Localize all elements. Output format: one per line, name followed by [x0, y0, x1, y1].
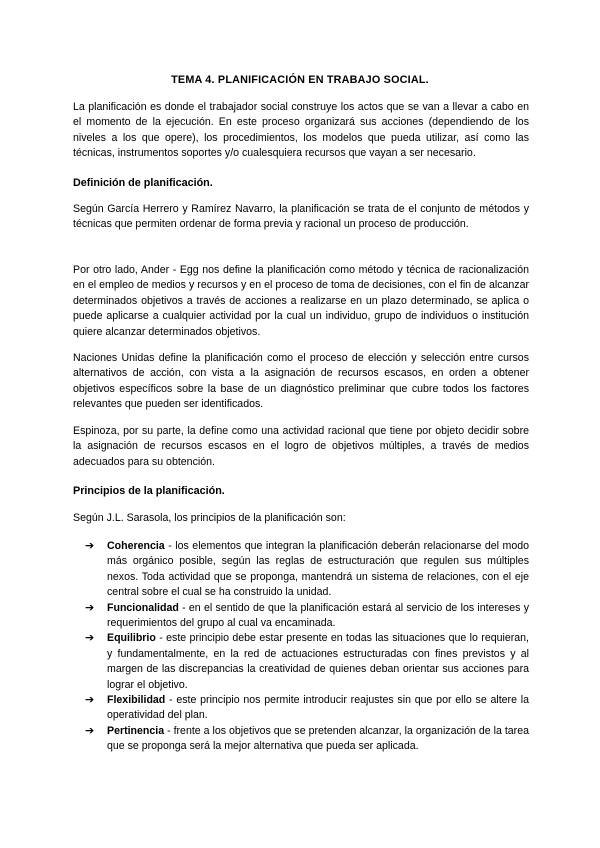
- list-item: [73, 724, 529, 755]
- arrow-bullet-icon: ➔: [85, 632, 95, 645]
- principles-intro: Según J.L. Sarasola, los principios de la planificación son:: [73, 512, 346, 524]
- arrow-bullet-icon: ➔: [85, 540, 95, 552]
- intro-paragraph: La planificación es donde el trabajador social construye los actos que se van a llevar a cabo en el momento de la ejecución. En este proceso organizará sus acciones (dependiendo de los niveles a los que opere), los procedimientos, los modelos que pueda utilizar, así como las técnicas, instrumentos soportes y/o cualesquiera recursos que vayan a ser necesario.: [73, 101, 529, 160]
- principle-text: - frente a los objetivos que se pretenden alcanzar, la organización de la tarea que se proponga será la mejor alternativa que pueda ser aplicada.: [107, 724, 529, 753]
- arrow-bullet-icon: ➔: [85, 694, 95, 707]
- list-item: [73, 693, 529, 724]
- principle-text: - en el sentido de que la planificación estará al servicio de los intereses y requerimientos del grupo al cual va encaminada.: [107, 601, 529, 630]
- principles-heading: Principios de la planificación.: [73, 485, 225, 497]
- principle-text: - este principio nos permite introducir reajustes sin que por ello se altere la operatividad del plan.: [107, 694, 529, 722]
- definition-paragraph: Según García Herrero y Ramírez Navarro, la planificación se trata de el conjunto de métodos y técnicas que permiten ordenar de forma previa y racional un proceso de producción.: [73, 203, 529, 231]
- list-item: [73, 601, 529, 632]
- arrow-bullet-icon: ➔: [85, 601, 95, 614]
- definition-paragraph: Naciones Unidas define la planificación como el proceso de elección y selección entre cursos alternativos de acción, con vista a la asignación de recursos escasos, en orden a obtener objetivos específicos sobre la base de un diagnóstico preliminar que cubre todos los factores relevantes que pueden ser identificados.: [73, 352, 529, 411]
- list-item: [73, 631, 529, 693]
- document-title: TEMA 4. PLANIFICACIÓN EN TRABAJO SOCIAL.: [171, 74, 429, 86]
- definition-paragraph: Espinoza, por su parte, la define como una actividad racional que tiene por objeto decidir sobre la asignación de recursos escasos en el logro de objetivos múltiples, a través de medios adecuados para su obtención.: [73, 425, 529, 468]
- principle-term: Coherencia: [107, 540, 165, 552]
- principle-term: Flexibilidad: [107, 694, 166, 707]
- definition-heading: Definición de planificación.: [73, 177, 213, 189]
- principle-term: Pertinencia: [107, 724, 165, 737]
- arrow-bullet-icon: ➔: [85, 724, 95, 737]
- list-item: [73, 539, 529, 601]
- principle-term: Equilibrio: [107, 632, 156, 645]
- principle-term: Funcionalidad: [107, 601, 179, 614]
- principle-text: - este principio debe estar presente en todas las situaciones que lo requieran, y fundamentalmente, en la red de actuaciones estructuradas con fines previstos y al margen de las discrepancias la creatividad de quienes deban orientar sus acciones para lograr el objetivo.: [107, 632, 529, 691]
- principles-list: [73, 539, 529, 755]
- principle-text: - los elementos que integran la planificación deberán relacionarse del modo más orgánico posible, según las reglas de estructuración que regulen sus múltiples nexos. Toda actividad que se proponga, mantendrá un sistema de relaciones, con el eje central sobre el cual se ha construido la unidad.: [107, 540, 529, 599]
- definition-paragraph: Por otro lado, Ander - Egg nos define la planificación como método y técnica de racionalización en el empleo de medios y recursos y en el proceso de toma de decisiones, con el fin de alcanzar determinados objetivos a través de acciones a realizarse en un plazo determinado, se aplica o puede aplicarse a cualquier actividad por la cual un individuo, grupo de individuos o institución quiere alcanzar determinados objetivos.: [73, 264, 529, 338]
